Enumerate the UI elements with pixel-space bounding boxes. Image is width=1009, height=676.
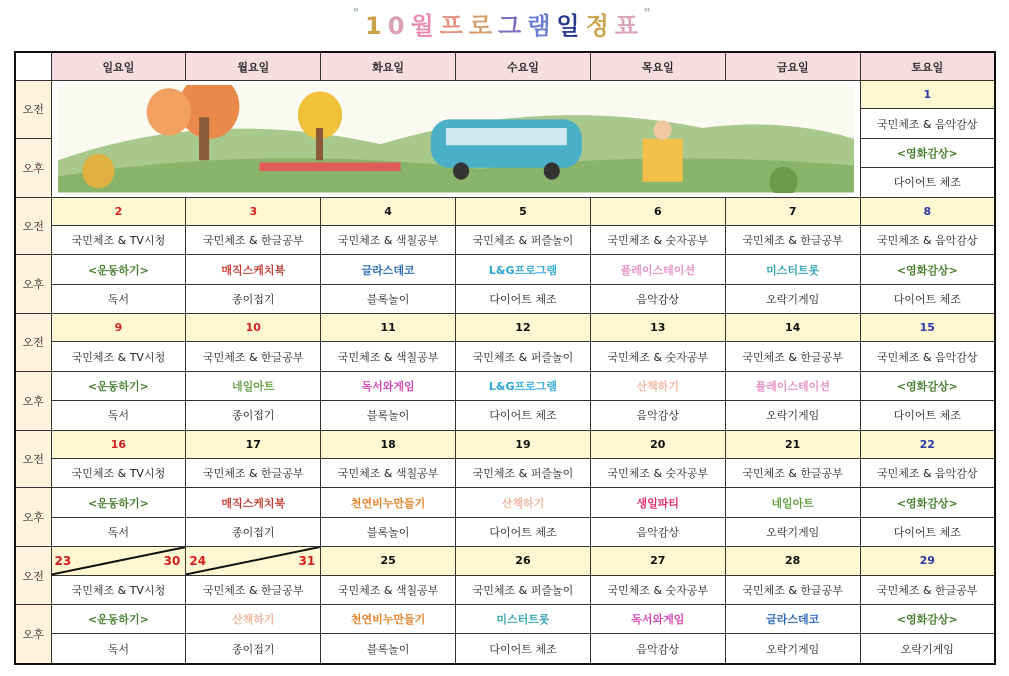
activity-cell: 국민체조 & 숫자공부 — [590, 342, 725, 371]
period-label-am: 오전 — [15, 314, 51, 372]
period-label-pm: 오후 — [15, 138, 51, 197]
title-quote-close: " — [643, 6, 657, 20]
activity-cell: 종이접기 — [186, 634, 321, 664]
program-cell: 네일아트 — [725, 488, 860, 517]
program-cell: 산책하기 — [456, 488, 591, 517]
activity-cell: 블록놀이 — [321, 284, 456, 313]
week2-pm1-row — [15, 371, 995, 400]
activity-cell: 국민체조 & 숫자공부 — [590, 459, 725, 488]
program-cell: 산책하기 — [186, 604, 321, 633]
camping-illustration — [58, 85, 854, 193]
activity-cell: 다이어트 체조 — [860, 401, 995, 430]
schedule-table — [14, 51, 996, 665]
activity-cell: 국민체조 & TV시청 — [51, 575, 186, 604]
week2-date-row — [15, 314, 995, 342]
activity-cell: 음악감상 — [590, 517, 725, 546]
period-label-am: 오전 — [15, 197, 51, 255]
date-label: 24 — [189, 554, 207, 569]
week3-pm2-row — [15, 517, 995, 546]
activity-cell: 음악감상 — [590, 634, 725, 664]
date-cell: 12 — [456, 314, 591, 342]
period-label-pm: 오후 — [15, 371, 51, 430]
activity-cell: 국민체조 & 한글공부 — [725, 225, 860, 254]
date-cell: 6 — [590, 197, 725, 225]
day-header-sun: 일요일 — [51, 52, 186, 81]
date-label: 31 — [298, 554, 316, 569]
week4-am-row — [15, 575, 995, 604]
title-char: 표 — [614, 12, 644, 40]
activity-cell: 국민체조 & 숫자공부 — [590, 575, 725, 604]
date-cell-sat: 1 — [860, 81, 995, 109]
date-cell: 2 — [51, 197, 186, 225]
week3-pm1-row — [15, 488, 995, 517]
date-cell: 22 — [860, 430, 995, 458]
activity-cell: 국민체조 & 한글공부 — [186, 225, 321, 254]
date-cell: 20 — [590, 430, 725, 458]
program-cell: <영화감상> — [860, 371, 995, 400]
program-cell: 미스터트롯 — [725, 255, 860, 284]
activity-cell: 오락기게임 — [725, 401, 860, 430]
title-char: 정 — [585, 12, 615, 40]
activity-cell: 다이어트 체조 — [860, 284, 995, 313]
program-cell: 글라스데코 — [725, 604, 860, 633]
date-cell: 18 — [321, 430, 456, 458]
activity-cell: 오락기게임 — [860, 634, 995, 664]
activity-cell: 국민체조 & 숫자공부 — [590, 225, 725, 254]
activity-cell: 다이어트 체조 — [860, 168, 995, 197]
program-cell: 플레이스테이션 — [725, 371, 860, 400]
activity-cell: <영화감상> — [860, 138, 995, 167]
activity-cell: 종이접기 — [186, 401, 321, 430]
week4-date-row — [15, 547, 995, 575]
date-cell: 16 — [51, 430, 186, 458]
day-header-fri: 금요일 — [725, 52, 860, 81]
activity-cell: 독서 — [51, 401, 186, 430]
activity-cell: 국민체조 & 퍼즐놀이 — [456, 575, 591, 604]
program-cell: 네일아트 — [186, 371, 321, 400]
period-label-am: 오전 — [15, 430, 51, 488]
date-cell: 29 — [860, 547, 995, 575]
program-cell: 매직스케치북 — [186, 488, 321, 517]
week1-pm2-row — [15, 284, 995, 313]
program-cell: <운동하기> — [51, 604, 186, 633]
activity-cell: 다이어트 체조 — [456, 517, 591, 546]
day-header-wed: 수요일 — [456, 52, 591, 81]
activity-cell: 국민체조 & 음악감상 — [860, 109, 995, 138]
day-header-thu: 목요일 — [590, 52, 725, 81]
date-cell: 3 — [186, 197, 321, 225]
activity-cell: 독서 — [51, 284, 186, 313]
activity-cell: 국민체조 & 색칠공부 — [321, 459, 456, 488]
activity-cell: 국민체조 & 색칠공부 — [321, 225, 456, 254]
activity-cell: 국민체조 & 한글공부 — [186, 459, 321, 488]
program-cell: 산책하기 — [590, 371, 725, 400]
week1-am-row — [15, 225, 995, 254]
title-char: 로 — [468, 12, 499, 40]
activity-cell: 국민체조 & 한글공부 — [725, 575, 860, 604]
program-cell: <운동하기> — [51, 371, 186, 400]
activity-cell: 국민체조 & 한글공부 — [860, 575, 995, 604]
date-cell: 10 — [186, 314, 321, 342]
activity-cell: 다이어트 체조 — [860, 517, 995, 546]
date-cell: 26 — [456, 547, 591, 575]
program-cell: 미스터트롯 — [456, 604, 591, 633]
title-quote-open: " — [352, 6, 366, 20]
split-date-cell — [51, 547, 186, 575]
date-cell: 8 — [860, 197, 995, 225]
date-label: 30 — [163, 554, 181, 569]
activity-cell: 국민체조 & 색칠공부 — [321, 342, 456, 371]
date-cell: 15 — [860, 314, 995, 342]
activity-cell: 독서 — [51, 517, 186, 546]
week3-date-row — [15, 430, 995, 458]
day-header-sat: 토요일 — [860, 52, 995, 81]
activity-cell: 국민체조 & 퍼즐놀이 — [456, 459, 591, 488]
activity-cell: 국민체조 & 음악감상 — [860, 225, 995, 254]
period-label-am: 오전 — [15, 547, 51, 605]
title-char: 일 — [556, 12, 586, 40]
title-char: 프 — [439, 12, 469, 40]
program-cell: 매직스케치북 — [186, 255, 321, 284]
week4-pm1-row — [15, 604, 995, 633]
activity-cell: 블록놀이 — [321, 517, 456, 546]
day-header-tue: 화요일 — [321, 52, 456, 81]
activity-cell: 블록놀이 — [321, 634, 456, 664]
activity-cell: 다이어트 체조 — [456, 284, 591, 313]
week0-row-am — [15, 81, 995, 109]
date-cell: 14 — [725, 314, 860, 342]
activity-cell: 국민체조 & TV시청 — [51, 225, 186, 254]
date-cell: 13 — [590, 314, 725, 342]
period-label-pm: 오후 — [15, 488, 51, 547]
program-cell: L&G프로그램 — [456, 371, 591, 400]
program-cell: 독서와게임 — [321, 371, 456, 400]
activity-cell: 종이접기 — [186, 284, 321, 313]
title-char: 0 — [387, 12, 411, 40]
date-cell: 27 — [590, 547, 725, 575]
date-cell: 4 — [321, 197, 456, 225]
activity-cell: 국민체조 & 음악감상 — [860, 342, 995, 371]
activity-cell: 국민체조 & TV시청 — [51, 459, 186, 488]
page-title — [0, 6, 1009, 46]
week2-am-row — [15, 342, 995, 371]
program-cell: <영화감상> — [860, 255, 995, 284]
title-char: 월 — [410, 12, 440, 40]
activity-cell: 오락기게임 — [725, 634, 860, 664]
date-cell: 11 — [321, 314, 456, 342]
activity-cell: 블록놀이 — [321, 401, 456, 430]
date-label: 23 — [54, 554, 72, 569]
activity-cell: 종이접기 — [186, 517, 321, 546]
activity-cell: 다이어트 체조 — [456, 634, 591, 664]
activity-cell: 음악감상 — [590, 401, 725, 430]
date-cell: 28 — [725, 547, 860, 575]
program-cell: <운동하기> — [51, 488, 186, 517]
activity-cell: 국민체조 & 한글공부 — [725, 459, 860, 488]
title-char: 1 — [365, 12, 388, 40]
activity-cell: 국민체조 & 음악감상 — [860, 459, 995, 488]
date-cell: 17 — [186, 430, 321, 458]
program-cell: <운동하기> — [51, 255, 186, 284]
day-header-mon: 월요일 — [186, 52, 321, 81]
program-cell: 글라스데코 — [321, 255, 456, 284]
activity-cell: 국민체조 & 한글공부 — [725, 342, 860, 371]
program-cell: L&G프로그램 — [456, 255, 591, 284]
activity-cell: 다이어트 체조 — [456, 401, 591, 430]
date-cell: 19 — [456, 430, 591, 458]
week1-date-row — [15, 197, 995, 225]
activity-cell: 오락기게임 — [725, 517, 860, 546]
date-cell: 25 — [321, 547, 456, 575]
week2-pm2-row — [15, 401, 995, 430]
date-cell: 21 — [725, 430, 860, 458]
date-cell: 5 — [456, 197, 591, 225]
title-char: 램 — [527, 12, 557, 40]
week3-am-row — [15, 459, 995, 488]
activity-cell: 국민체조 & 한글공부 — [186, 575, 321, 604]
activity-cell: 국민체조 & 퍼즐놀이 — [456, 225, 591, 254]
program-cell: 독서와게임 — [590, 604, 725, 633]
week4-pm2-row — [15, 634, 995, 664]
activity-cell: 독서 — [51, 634, 186, 664]
week1-pm1-row — [15, 255, 995, 284]
illustration-banner — [51, 81, 860, 198]
period-label-pm: 오후 — [15, 604, 51, 664]
date-cell: 7 — [725, 197, 860, 225]
day-header-row — [15, 52, 995, 81]
split-date-cell — [186, 547, 321, 575]
date-cell: 9 — [51, 314, 186, 342]
activity-cell: 오락기게임 — [725, 284, 860, 313]
header-corner — [15, 52, 51, 81]
activity-cell: 음악감상 — [590, 284, 725, 313]
program-cell: 생일파티 — [590, 488, 725, 517]
activity-cell: 국민체조 & 색칠공부 — [321, 575, 456, 604]
program-cell: 천연비누만들기 — [321, 488, 456, 517]
program-cell: 플레이스테이션 — [590, 255, 725, 284]
program-cell: 천연비누만들기 — [321, 604, 456, 633]
program-cell: <영화감상> — [860, 488, 995, 517]
title-char: 그 — [498, 12, 528, 40]
activity-cell: 국민체조 & 퍼즐놀이 — [456, 342, 591, 371]
period-label-pm: 오후 — [15, 255, 51, 314]
period-label-am: 오전 — [15, 81, 51, 139]
activity-cell: 국민체조 & TV시청 — [51, 342, 186, 371]
activity-cell: 국민체조 & 한글공부 — [186, 342, 321, 371]
program-cell: <영화감상> — [860, 604, 995, 633]
